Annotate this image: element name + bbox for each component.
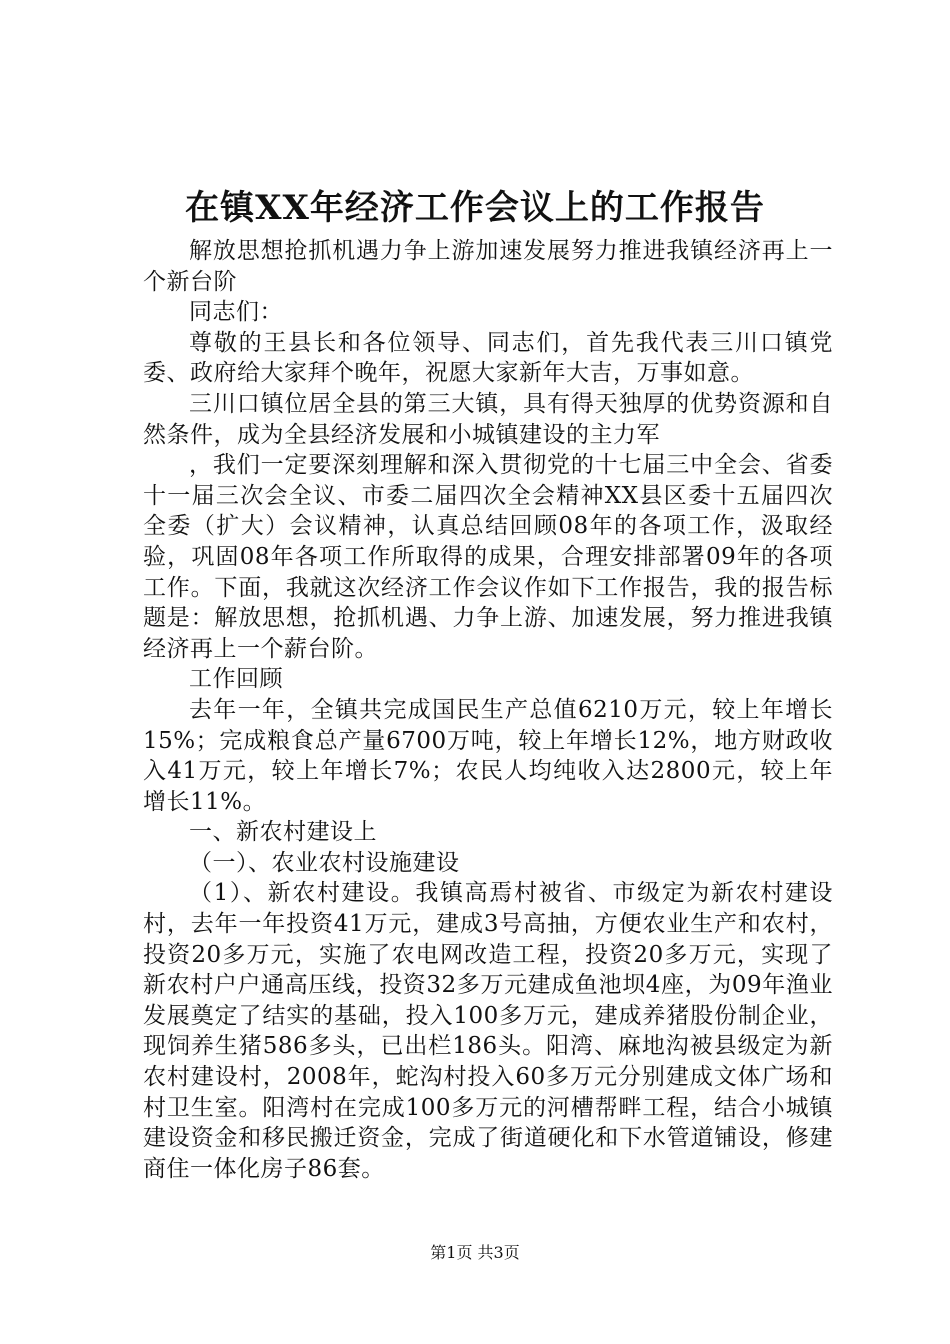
report-purpose-paragraph: ，我们一定要深刻理解和深入贯彻党的十七届三中全会、省委十一届三次会全议、市委二届四次全会精神XX县区委十五届四次全委（扩大）会议精神，认真总结回顾08年的各项工作，汲取经验，巩固08年各项工作所取得的成果，合理安排部署09年的各项工作。下面，我就这次经济工作会议作如下工作报告，我的报告标题是：解放思想，抢抓机遇、力争上游、加速发展，努力推进我镇经济再上一个薪台阶。 bbox=[143, 452, 833, 662]
subsection-heading-infrastructure: （一）、农业农村设施建设 bbox=[189, 849, 460, 876]
salutation-paragraph: 同志们： bbox=[189, 299, 283, 326]
section-heading-review: 工作回顾 bbox=[189, 666, 283, 693]
document-title: 在镇XX年经济工作会议上的工作报告 bbox=[185, 188, 765, 228]
town-intro-paragraph: 三川口镇位居全县的第三大镇，具有得天独厚的优势资源和自然条件，成为全县经济发展和小城镇建设的主力军 bbox=[143, 390, 833, 448]
page-number-footer: 第1页 共3页 bbox=[430, 1243, 520, 1262]
economic-summary-paragraph: 去年一年，全镇共完成国民生产总值6210万元，较上年增长15%；完成粮食总产量6700万吨，较上年增长12%，地方财政收入41万元，较上年增长7%；农民人均纯收入达2800元，较上年增长11%。 bbox=[143, 696, 833, 815]
subtitle-paragraph: 解放思想抢抓机遇力争上游加速发展努力推进我镇经济再上一个新台阶 bbox=[143, 238, 833, 295]
new-rural-construction-paragraph: （1）、新农村建设。我镇高焉村被省、市级定为新农村建设村，去年一年投资41万元，建成3号高抽，方便农业生产和农村，投资20多万元，实施了农电网改造工程，投资20多万元，实现了新农村户户通高压线，投资32多万元建成鱼池坝4座，为09年渔业发展奠定了结实的基础，投入100多万元，建成养猪股份制企业，现饲养生猪586多头，已出栏186头。阳湾、麻地沟被县级定为新农村建设村，2008年，蛇沟村投入60多万元分别建成文体广场和村卫生室。阳湾村在完成100多万元的河槽帮畔工程，结合小城镇建设资金和移民搬迁资金，完成了街道硬化和下水管道铺设，修建商住一体化房子86套。 bbox=[143, 880, 833, 1182]
document-body bbox=[143, 236, 833, 1184]
greeting-paragraph: 尊敬的王县长和各位领导、同志们，首先我代表三川口镇党委、政府给大家拜个晚年，祝愿大家新年大吉，万事如意。 bbox=[143, 329, 833, 387]
section-heading-new-rural: 一、新农村建设上 bbox=[189, 819, 377, 846]
